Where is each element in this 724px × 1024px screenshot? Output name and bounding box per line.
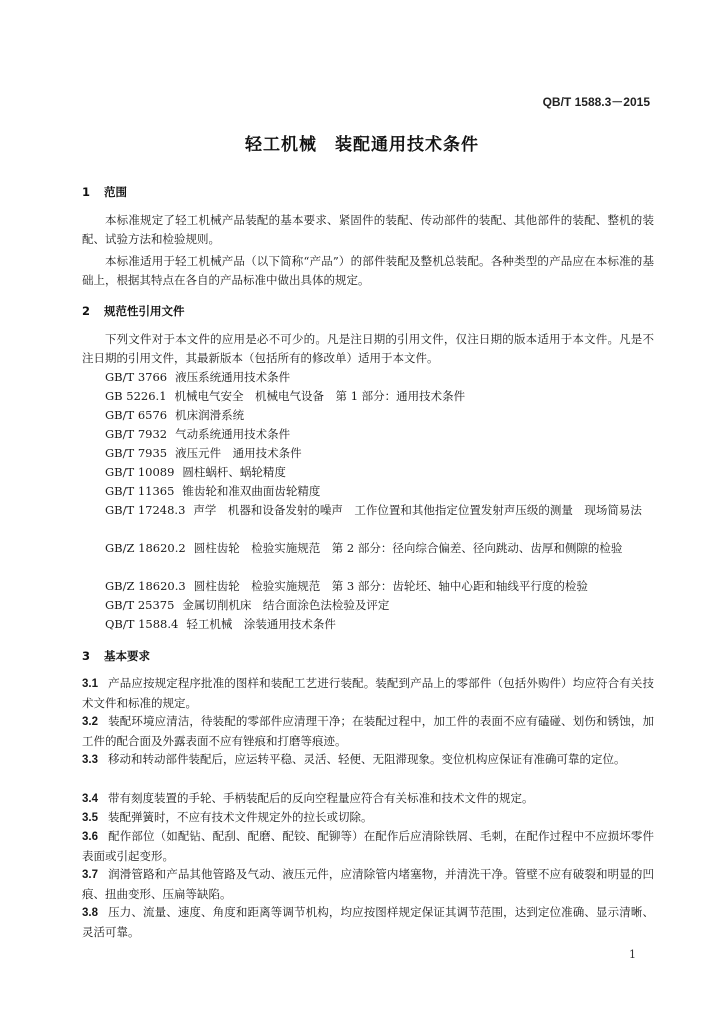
- clause-text: 压力、流量、速度、角度和距离等调节机构，均应按图样规定保证其调节范围，达到定位准确、显示清晰、灵活可靠。: [82, 905, 654, 939]
- ref-item: [82, 577, 654, 596]
- ref-item: [82, 444, 654, 463]
- clause-item: [82, 865, 654, 904]
- ref-title: 圆柱齿轮 检验实施规范 第 3 部分：齿轮坯、轴中心距和轴线平行度的检验: [193, 579, 588, 593]
- ref-item: [82, 425, 654, 444]
- ref-code: QB/T 1588.4: [105, 617, 179, 631]
- clause-text: 产品应按规定程序批准的图样和装配工艺进行装配。装配到产品上的零部件（包括外购件）均应符合有关技术文件和标准的规定。: [82, 676, 654, 710]
- clause-text: 装配弹簧时，不应有技术文件规定外的拉长或切除。: [108, 810, 373, 824]
- clause-number: 3.3: [82, 754, 98, 766]
- section-1-number: 1: [82, 185, 91, 199]
- section-1-heading: [82, 184, 127, 200]
- clause-number: 3.4: [82, 793, 98, 805]
- section-3-title: 基本要求: [104, 649, 150, 663]
- section-2-intro: 下列文件对于本文件的应用是必不可少的。凡是注日期的引用文件，仅注日期的版本适用于本文件。凡是不注日期的引用文件，其最新版本（包括所有的修改单）适用于本文件。: [82, 332, 654, 365]
- ref-title: 锥齿轮和准双曲面齿轮精度: [182, 484, 321, 498]
- clause-item: [82, 903, 654, 942]
- clause-item: [82, 789, 654, 809]
- ref-item: [82, 406, 654, 425]
- ref-code: GB/T 3766: [105, 370, 168, 384]
- ref-title: 声学 机器和设备发射的噪声 工作位置和其他指定位置发射声压级的测量 现场简易法: [193, 503, 642, 517]
- clause-item: [82, 808, 654, 828]
- ref-item: [82, 482, 654, 501]
- ref-code: GB/T 25375: [105, 598, 175, 612]
- ref-code: GB/T 11365: [105, 484, 175, 498]
- ref-title: 机床润滑系统: [175, 408, 245, 422]
- clause-item: [82, 712, 654, 751]
- section-2-heading: [82, 303, 185, 319]
- ref-code: GB/T 7932: [105, 427, 168, 441]
- ref-item: [82, 539, 654, 558]
- section-3-heading: [82, 648, 150, 664]
- clause-text: 润滑管路和产品其他管路及气动、液压元件，应清除管内堵塞物，并清洗干净。管壁不应有破裂和明显的凹痕、扭曲变形、压扁等缺陷。: [82, 867, 654, 901]
- ref-item: [82, 368, 654, 387]
- section-1-para-1: 本标准规定了轻工机械产品装配的基本要求、紧固件的装配、传动部件的装配、其他部件的装配、整机的装配、试验方法和检验规则。: [82, 213, 654, 246]
- ref-title: 圆柱齿轮 检验实施规范 第 2 部分：径向综合偏差、径向跳动、齿厚和侧隙的检验: [193, 541, 623, 555]
- clause-number: 3.5: [82, 812, 98, 824]
- title-part-1: 轻工机械: [245, 135, 317, 155]
- ref-code: GB/T 17248.3: [105, 503, 186, 517]
- ref-title: 轻工机械 涂装通用技术条件: [186, 617, 336, 631]
- ref-title: 金属切削机床 结合面涂色法检验及评定: [182, 598, 390, 612]
- section-2-number: 2: [82, 304, 91, 318]
- ref-title: 液压元件 通用技术条件: [175, 446, 302, 460]
- clause-text: 带有刻度装置的手轮、手柄装配后的反向空程量应符合有关标准和技术文件的规定。: [108, 791, 534, 805]
- title-part-2: 装配通用技术条件: [335, 135, 479, 155]
- clause-item: [82, 750, 654, 770]
- ref-code: GB/T 6576: [105, 408, 168, 422]
- ref-title: 机械电气安全 机械电气设备 第 1 部分：通用技术条件: [174, 389, 466, 403]
- ref-item: [82, 596, 654, 615]
- clause-text: 配作部位（如配钻、配刮、配磨、配铰、配铆等）在配作后应清除铁屑、毛刺，在配作过程中不应损坏零件表面或引起变形。: [82, 829, 654, 863]
- clause-number: 3.1: [82, 678, 98, 690]
- page-number: 1: [629, 948, 636, 961]
- section-2-title: 规范性引用文件: [104, 304, 185, 318]
- ref-code: GB 5226.1: [105, 389, 167, 403]
- standard-code: QB/T 1588.3－2015: [542, 95, 650, 109]
- ref-title: 圆柱蜗杆、蜗轮精度: [182, 465, 286, 479]
- section-1-title: 范围: [104, 185, 127, 199]
- clause-number: 3.2: [82, 716, 98, 728]
- clause-number: 3.6: [82, 831, 98, 843]
- clause-number: 3.8: [82, 907, 98, 919]
- section-3-number: 3: [82, 649, 91, 663]
- ref-title: 气动系统通用技术条件: [175, 427, 291, 441]
- clause-text: 移动和转动部件装配后，应运转平稳、灵活、轻便、无阻滞现象。变位机构应保证有准确可靠的定位。: [108, 752, 626, 766]
- ref-code: GB/T 7935: [105, 446, 168, 460]
- ref-item: [82, 387, 654, 406]
- clause-text: 装配环境应清洁，待装配的零部件应清理干净；在装配过程中，加工件的表面不应有磕碰、划伤和锈蚀，加工件的配合面及外露表面不应有锉痕和打磨等痕迹。: [82, 714, 654, 748]
- ref-item: [82, 615, 654, 634]
- clause-item: [82, 674, 654, 713]
- clause-number: 3.7: [82, 869, 98, 881]
- ref-code: GB/Z 18620.2: [105, 541, 186, 555]
- ref-code: GB/Z 18620.3: [105, 579, 186, 593]
- ref-code: GB/T 10089: [105, 465, 175, 479]
- ref-title: 液压系统通用技术条件: [175, 370, 291, 384]
- clause-item: [82, 827, 654, 866]
- ref-item: [82, 463, 654, 482]
- document-title: [0, 130, 724, 155]
- ref-item: [82, 501, 654, 520]
- section-1-para-2: 本标准适用于轻工机械产品（以下简称“产品”）的部件装配及整机总装配。各种类型的产品应在本标准的基础上，根据其特点在各自的产品标准中做出具体的规定。: [82, 254, 654, 287]
